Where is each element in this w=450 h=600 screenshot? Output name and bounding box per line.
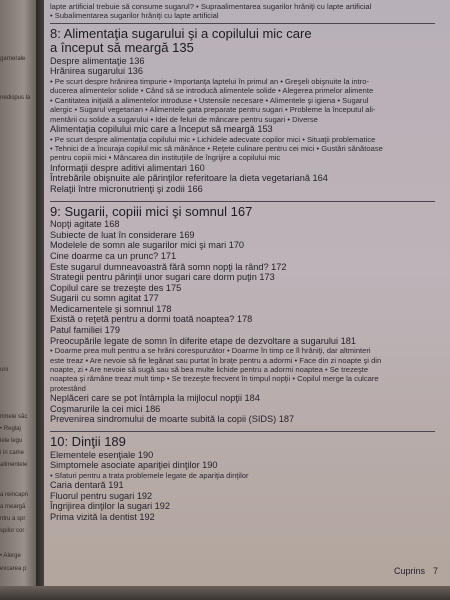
toc-entry: Sugarii cu somn agitat 177: [50, 293, 159, 304]
toc-entry: Medicamentele şi somnul 178: [50, 303, 172, 314]
chapter-divider: [50, 23, 435, 24]
chapter-8-entries: [50, 56, 442, 195]
toc-entry: Preocupările legate de somn în diferite etape de dezvoltare a sugarului 181: [50, 335, 356, 346]
toc-entry: Elementele esenţiale 190: [50, 449, 154, 460]
toc-page: [44, 0, 450, 600]
chapter-divider: [50, 431, 435, 432]
toc-entry: Îngrijirea dinţilor la sugari 192: [50, 501, 171, 512]
toc-entry: Există o reţetă pentru a dormi toată noaptea? 178: [50, 314, 253, 325]
chapter-9-entries: [50, 219, 442, 425]
left-page-fragment: nedispus la: [0, 95, 31, 101]
chapter-divider: [50, 201, 435, 202]
left-page-fragment: garnerale: [0, 56, 26, 62]
toc-entry: Fluorul pentru sugari 192: [50, 490, 153, 501]
left-page-edge: [0, 0, 40, 600]
toc-entry: Simptomele asociate apariţiei dinţilor 190: [50, 460, 218, 471]
left-page-fragment: rimele săc: [0, 414, 28, 420]
toc-entry: Prima vizită la dentist 192: [50, 511, 155, 522]
left-page-fragment: • Reglaj: [0, 426, 21, 432]
page-number: 7: [433, 566, 439, 576]
page-footer: [394, 566, 438, 576]
chapter-8-title-continued: a început să meargă 135: [50, 40, 194, 56]
toc-entry: Prevenirea sindromului de moarte subită la copii (SIDS) 187: [50, 414, 295, 425]
toc-subentry: lapte artificial trebuie să consume sugarul? • Supraalimentarea sugarilor hrăniţi cu lapte artificial: [50, 2, 372, 11]
toc-entry: Copilul care se trezeşte des 175: [50, 282, 182, 293]
toc-subentry: protestând: [50, 383, 86, 393]
toc-subentry: • Sfaturi pentru a trata problemele legate de apariţia dinţilor: [50, 470, 249, 480]
left-page-fragment: • Alerge: [0, 553, 21, 559]
chapter-9-title: 9: Sugarii, copiii mici şi somnul 167: [50, 203, 253, 219]
toc-subentry: • Doarme prea mult pentru a se hrăni corespunzător • Doarme în timp ce îl hrăniţi, dar altminteri: [50, 346, 371, 356]
toc-entry: Alimentaţia copilului mic care a început să meargă 153: [50, 124, 273, 135]
left-page-fragment: uni: [0, 367, 9, 373]
toc-entry: Relaţii între micronutrienţi şi zodii 166: [50, 184, 203, 195]
toc-entry: Patul familiei 179: [50, 325, 120, 336]
footer-section-label: Cuprins: [394, 566, 426, 576]
toc-subentry: • Cantitatea iniţială a alimentelor introduse • Ustensile necesare • Alimentele şi igiena • Sugarul: [50, 95, 369, 105]
toc-entry: Întrebările obişnuite ale părinţilor referitoare la dieta vegetariană 164: [50, 173, 328, 184]
toc-entry: Caria dentară 191: [50, 480, 124, 491]
toc-subentry: mentării cu solide a sugarului • Idei de feluri de mâncare pentru sugari • Diverse: [50, 114, 318, 124]
toc-entry: Hrănirea sugarului 136: [50, 66, 143, 77]
toc-entry: Cine doarme ca un prunc? 171: [50, 250, 177, 261]
toc-subentry: • Pe scurt despre alimentaţia copilului mic • Lichidele adecvate copilor mici • Situaţii problematice: [50, 134, 376, 144]
toc-entry: Subiecte de luat în considerare 169: [50, 229, 195, 240]
toc-entry: Este sugarul dumneavoastră fără somn nopţi la rând? 172: [50, 261, 287, 272]
toc-subentry: noapte, zi • Are nevoie să sugă sau să bea multe lichide pentru a adormi noaptea • Se trezeşte: [50, 365, 369, 375]
left-page-fragment: ntru a spr: [0, 516, 26, 522]
toc-subentry: • Pe scurt despre hrănirea timpurie • Importanţa laptelui în primul an • Greşeli obişnuite la intro-: [50, 77, 370, 86]
toc-subentry: este treaz • Are nevoie să fie legănat sau purtat în braţe pentru a adormi • Face din zi noapte şi din: [50, 355, 382, 365]
chapter-8-title: 8: Alimentaţia sugarului şi a copilului mic care: [50, 25, 312, 41]
toc-entry: Coşmarurile la cei mici 186: [50, 403, 161, 414]
toc-subentry: noaptea şi rămâne treaz mult timp • Se trezeşte frecvent în timpul nopţii • Copilul merge la culcare: [50, 374, 379, 384]
toc-entry: Neplăceri care se pot întâmpla la mijlocul nopţii 184: [50, 393, 260, 404]
left-page-fragment: iele legu: [0, 438, 23, 444]
left-page-fragment: a meargă: [0, 504, 26, 510]
toc-entry: Despre alimentaţie 136: [50, 55, 145, 66]
left-page-fragment: spilor cor: [0, 528, 25, 534]
toc-subentry: • Subalimentarea sugarilor hrăniţi cu lapte artificial: [50, 11, 219, 21]
toc-entry: Strategii pentru părinţii unor sugari care dorm puţin 173: [50, 272, 275, 283]
left-page-fragment: a reincapn: [0, 492, 29, 498]
toc-content: [50, 2, 442, 523]
left-page-fragment: alimentele: [0, 462, 28, 468]
left-page-fragment: excarea p: [0, 566, 27, 572]
bottom-shadow: [0, 586, 450, 600]
toc-entry: Informaţii despre aditivi alimentari 160: [50, 162, 205, 173]
toc-entry: Nopţi agitate 168: [50, 219, 120, 230]
chapter-10-title: 10: Dinţii 189: [50, 434, 126, 450]
chapter-10-entries: [50, 450, 442, 523]
toc-entry: Modelele de somn ale sugarilor mici şi mari 170: [50, 240, 245, 251]
toc-subentry: ducerea alimentelor solide • Când să se introducă alimentele solide • Alegerea primelor alimente: [50, 86, 374, 96]
toc-subentry: • Tehnici de a încuraja copilul mic să mănânce • Reţete culinare pentru cei mici • Gustări sănătoase: [50, 144, 383, 154]
left-page-fragment: i in came: [0, 450, 25, 456]
toc-subentry: pentru copiii mici • Mâncarea din instituţiile de îngrijire a copilului mic: [50, 153, 281, 163]
toc-subentry: alergic • Sugarul vegetarian • Alimentele gata preparate pentru sugari • Probleme la începutul ali-: [50, 105, 376, 115]
